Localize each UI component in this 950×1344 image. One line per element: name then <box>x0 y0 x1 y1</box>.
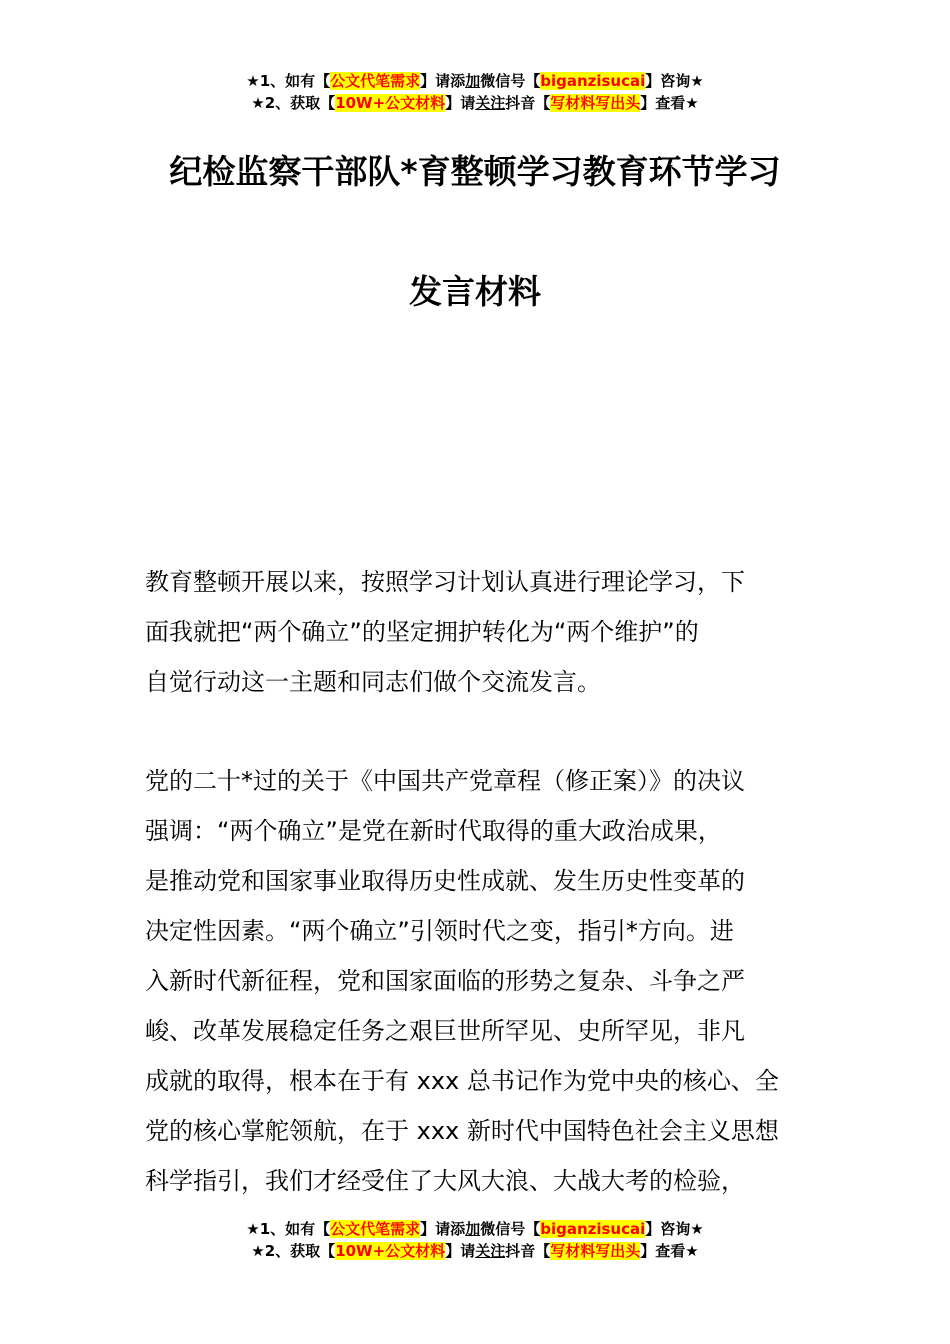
ad-line2-underlined: 关注 <box>475 1242 506 1260</box>
ad-line2-text-d: 】查看★ <box>640 94 699 112</box>
ad-line1-text-c: 微信号【 <box>480 72 541 90</box>
ad-line2-text-c: 抖音【 <box>505 1242 551 1260</box>
ad-line2-underlined: 关注 <box>475 94 506 112</box>
ad-line1-text-a: ★1、如有【 <box>246 72 331 90</box>
ad-line1-highlight-wechat: biganzisucai <box>540 1220 646 1238</box>
ad-line2-text-b: 】请 <box>445 1242 476 1260</box>
footer-ad-banner <box>0 1218 950 1262</box>
ad-line1-text-c: 微信号【 <box>480 1220 541 1238</box>
ad-line2-text-a: ★2、获取【 <box>251 1242 336 1260</box>
ad-line1-text-b: 】请添 <box>420 72 466 90</box>
document-title-line-2: 发言材料 <box>409 272 541 311</box>
header-ad-banner <box>0 70 950 114</box>
ad-line2-highlight-douyin: 写材料写出头 <box>550 94 641 112</box>
ad-line1-text-d: 】咨询★ <box>645 72 704 90</box>
ad-line2-text-a: ★2、获取【 <box>251 94 336 112</box>
ad-line-2 <box>0 92 950 114</box>
body-paragraph-1 <box>145 557 810 707</box>
paragraph-line: 面我就把“两个确立”的坚定拥护转化为“两个维护”的 <box>145 618 699 646</box>
ad-line1-underlined: 加 <box>465 1220 481 1238</box>
ad-line2-text-b: 】请 <box>445 94 476 112</box>
ad-line-1 <box>0 1218 950 1240</box>
ad-line2-text-d: 】查看★ <box>640 1242 699 1260</box>
paragraph-line: 党的二十*过的关于《中国共产党章程（修正案）》的决议 <box>145 767 745 795</box>
paragraph-line: 强调：“两个确立”是党在新时代取得的重大政治成果， <box>145 817 722 845</box>
ad-line1-highlight-service: 公文代笔需求 <box>330 1220 421 1238</box>
paragraph-line: 自觉行动这一主题和同志们做个交流发言。 <box>145 668 601 696</box>
paragraph-line: 成就的取得，根本在于有 xxx 总书记作为党中央的核心、全 <box>145 1067 779 1095</box>
ad-line2-highlight-materials: 10W+公文材料 <box>335 94 446 112</box>
paragraph-line: 教育整顿开展以来，按照学习计划认真进行理论学习，下 <box>145 568 745 596</box>
paragraph-line: 科学指引，我们才经受住了大风大浪、大战大考的检验， <box>145 1167 745 1195</box>
paragraph-line: 入新时代新征程，党和国家面临的形势之复杂、斗争之严 <box>145 967 745 995</box>
paragraph-line: 是推动党和国家事业取得历史性成就、发生历史性变革的 <box>145 867 745 895</box>
ad-line1-highlight-service: 公文代笔需求 <box>330 72 421 90</box>
ad-line-2 <box>0 1240 950 1262</box>
ad-line2-highlight-materials: 10W+公文材料 <box>335 1242 446 1260</box>
ad-line1-text-d: 】咨询★ <box>645 1220 704 1238</box>
paragraph-line: 决定性因素。“两个确立”引领时代之变，指引*方向。进 <box>145 917 734 945</box>
paragraph-line: 峻、改革发展稳定任务之艰巨世所罕见、史所罕见，非凡 <box>145 1017 745 1045</box>
ad-line1-text-b: 】请添 <box>420 1220 466 1238</box>
ad-line1-highlight-wechat: biganzisucai <box>540 72 646 90</box>
ad-line2-highlight-douyin: 写材料写出头 <box>550 1242 641 1260</box>
ad-line-1 <box>0 70 950 92</box>
document-title-line-1: 纪检监察干部队*育整顿学习教育环节学习 <box>169 152 781 191</box>
ad-line1-text-a: ★1、如有【 <box>246 1220 331 1238</box>
ad-line1-underlined: 加 <box>465 72 481 90</box>
ad-line2-text-c: 抖音【 <box>505 94 551 112</box>
paragraph-line: 党的核心掌舵领航，在于 xxx 新时代中国特色社会主义思想 <box>145 1117 779 1145</box>
body-paragraph-2 <box>145 756 810 1206</box>
